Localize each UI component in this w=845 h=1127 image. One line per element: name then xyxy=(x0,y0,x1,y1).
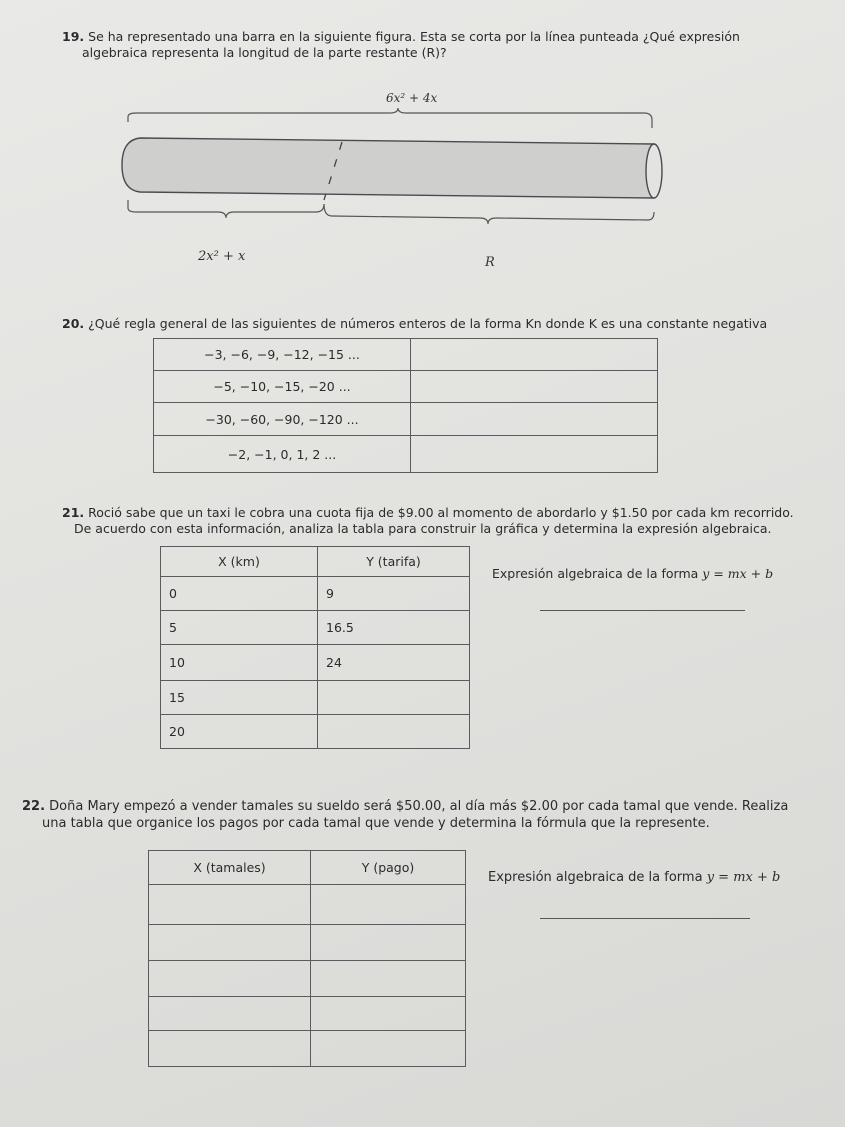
tamales-payment-table xyxy=(148,850,466,1067)
expression-prompt-21 xyxy=(492,566,773,581)
table-row xyxy=(161,715,470,749)
remaining-length-label: R xyxy=(485,255,495,270)
y-cell[interactable] xyxy=(311,1031,466,1067)
taxi-fare-table xyxy=(160,546,470,749)
left-brace xyxy=(128,200,324,218)
table-row xyxy=(161,577,470,611)
question-text-line2: una tabla que organice los pagos por cada tamal que vende y determina la fórmula que la represente. xyxy=(42,816,710,831)
x-cell[interactable] xyxy=(149,925,311,961)
bar-body xyxy=(122,138,654,198)
column-header-x: X (tamales) xyxy=(149,851,311,885)
question-20 xyxy=(62,316,832,332)
x-cell[interactable] xyxy=(149,961,311,997)
sequence-cell: −3, −6, −9, −12, −15 ... xyxy=(154,339,411,371)
table-row xyxy=(154,403,658,436)
bar-end-cap xyxy=(646,144,662,198)
question-number: 19. xyxy=(62,29,85,44)
y-cell[interactable] xyxy=(311,961,466,997)
question-text-line1: Se ha representado una barra en la siguiente figura. Esta se corta por la línea punteada ¿Qué expresión xyxy=(88,29,740,44)
question-19 xyxy=(62,29,822,61)
table-row xyxy=(149,997,466,1031)
x-cell: 5 xyxy=(161,611,318,645)
table-row xyxy=(149,961,466,997)
question-text: ¿Qué regla general de las siguientes de números enteros de la forma Kn donde K es una constante negativa xyxy=(88,316,768,331)
x-cell[interactable] xyxy=(149,1031,311,1067)
table-header-row xyxy=(149,851,466,885)
expression-answer-line-21[interactable] xyxy=(540,610,745,611)
top-length-label: 6x² + 4x xyxy=(386,91,438,105)
right-brace xyxy=(324,204,654,224)
y-cell[interactable] xyxy=(311,997,466,1031)
question-text-line1: Roció sabe que un taxi le cobra una cuota fija de $9.00 al momento de abordarlo y $1.50 por cada km recorrido. xyxy=(88,505,794,520)
table-row xyxy=(149,1031,466,1067)
table-row xyxy=(154,339,658,371)
question-21 xyxy=(62,505,837,537)
expression-answer-line-22[interactable] xyxy=(540,918,750,919)
sequence-table xyxy=(153,338,658,473)
x-cell: 15 xyxy=(161,681,318,715)
question-number: 20. xyxy=(62,316,85,331)
expression-label: Expresión algebraica de la forma xyxy=(488,870,703,885)
left-length-label: 2x² + x xyxy=(198,249,246,264)
bar-figure xyxy=(110,80,690,280)
x-cell[interactable] xyxy=(149,997,311,1031)
table-header-row xyxy=(161,547,470,577)
table-row xyxy=(154,436,658,473)
x-cell[interactable] xyxy=(149,885,311,925)
answer-cell[interactable] xyxy=(411,371,658,403)
x-cell: 10 xyxy=(161,645,318,681)
question-number: 21. xyxy=(62,505,85,520)
column-header-y: Y (tarifa) xyxy=(318,547,470,577)
expression-form: y = mx + b xyxy=(706,870,781,885)
y-cell[interactable] xyxy=(311,925,466,961)
y-cell[interactable] xyxy=(311,885,466,925)
question-text-line2: De acuerdo con esta información, analiza la tabla para construir la gráfica y determina la expresión algebraica. xyxy=(74,521,772,536)
expression-form: y = mx + b xyxy=(702,566,774,581)
question-text-line1: Doña Mary empezó a vender tamales su sueldo será $50.00, al día más $2.00 por cada tamal que vende. Realiza xyxy=(49,799,789,814)
y-cell[interactable]: 24 xyxy=(318,645,470,681)
table-row xyxy=(161,611,470,645)
question-22 xyxy=(22,798,837,832)
table-row xyxy=(149,925,466,961)
top-brace xyxy=(128,108,652,128)
answer-cell[interactable] xyxy=(411,403,658,436)
expression-prompt-22 xyxy=(488,870,780,885)
answer-cell[interactable] xyxy=(411,339,658,371)
x-cell: 20 xyxy=(161,715,318,749)
y-cell[interactable]: 9 xyxy=(318,577,470,611)
sequence-cell: −2, −1, 0, 1, 2 ... xyxy=(154,436,411,473)
expression-label: Expresión algebraica de la forma xyxy=(492,566,699,581)
y-cell[interactable] xyxy=(318,681,470,715)
sequence-cell: −30, −60, −90, −120 ... xyxy=(154,403,411,436)
y-cell[interactable] xyxy=(318,715,470,749)
table-row xyxy=(154,371,658,403)
answer-cell[interactable] xyxy=(411,436,658,473)
x-cell: 0 xyxy=(161,577,318,611)
sequence-cell: −5, −10, −15, −20 ... xyxy=(154,371,411,403)
table-row xyxy=(161,681,470,715)
question-number: 22. xyxy=(22,799,46,814)
question-text-line2: algebraica representa la longitud de la parte restante (R)? xyxy=(82,45,447,60)
y-cell[interactable]: 16.5 xyxy=(318,611,470,645)
table-row xyxy=(149,885,466,925)
column-header-y: Y (pago) xyxy=(311,851,466,885)
column-header-x: X (km) xyxy=(161,547,318,577)
table-row xyxy=(161,645,470,681)
